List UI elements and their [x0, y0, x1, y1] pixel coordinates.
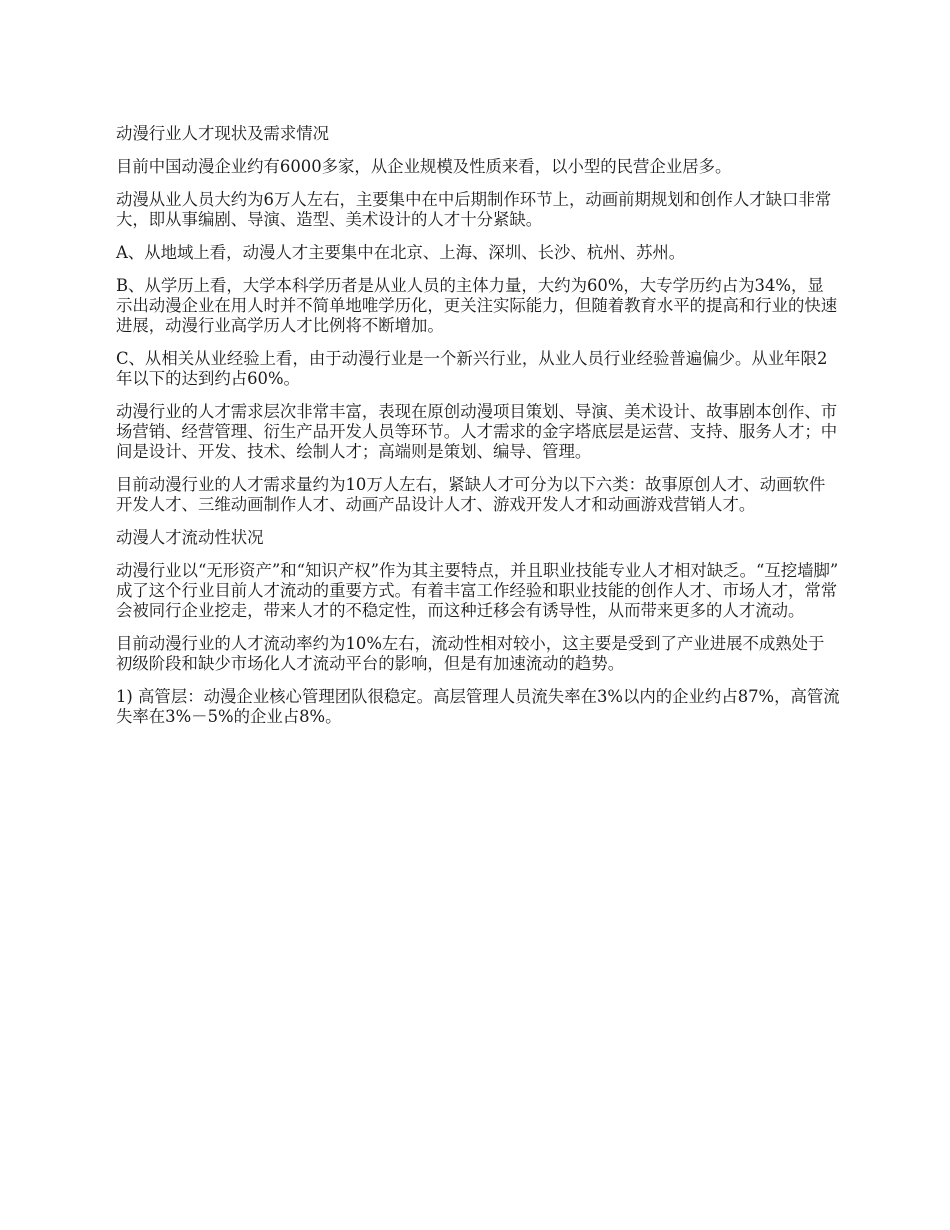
paragraph: 目前动漫行业的人才流动率约为10%左右，流动性相对较小，这主要是受到了产业进展不成熟处于初级阶段和缺少市场化人才流动平台的影响，但是有加速流动的趋势。 [116, 634, 825, 673]
paragraph: 动漫行业的人才需求层次非常丰富，表现在原创动漫项目策划、导演、美术设计、故事剧本创作、市场营销、经营管理、衍生产品开发人员等环节。人才需求的金字塔底层是运营、支持、服务人才；中间是设计、开发、技术、绘制人才；高端则是策划、编导、管理。 [116, 402, 838, 461]
paragraph: 动漫从业人员大约为6万人左右，主要集中在中后期制作环节上，动画前期规划和创作人才缺口非常大，即从事编剧、导演、造型、美术设计的人才十分紧缺。 [116, 190, 832, 229]
paragraph: C、从相关从业经验上看，由于动漫行业是一个新兴行业，从业人员行业经验普遍偏少。从业年限2年以下的达到约占60%。 [116, 349, 828, 388]
paragraph: 目前动漫行业的人才需求量约为10万人左右，紧缺人才可分为以下六类：故事原创人才、动画软件开发人才、三维动画制作人才、动画产品设计人才、游戏开发人才和动画游戏营销人才。 [116, 475, 826, 514]
paragraph: 动漫行业以“无形资产”和“知识产权”作为其主要特点，并且职业技能专业人才相对缺乏。“互挖墙脚”成了这个行业目前人才流动的重要方式。有着丰富工作经验和职业技能的创作人才、市场人才，常常会被同行企业挖走，带来人才的不稳定性，而这种迁移会有诱导性，从而带来更多的人才流动。 [116, 561, 839, 620]
paragraph: A、从地域上看，动漫人才主要集中在北京、上海、深圳、长沙、杭州、苏州。 [116, 243, 686, 262]
paragraph: B、从学历上看，大学本科学历者是从业人员的主体力量，大约为60%，大专学历约占为34%，显示出动漫企业在用人时并不简单地唯学历化，更关注实际能力，但随着教育水平的提高和行业的快速进展，动漫行业高学历人才比例将不断增加。 [116, 276, 838, 335]
document-body [116, 124, 840, 740]
section-heading: 动漫人才流动性状况 [116, 528, 264, 547]
section-heading: 动漫行业人才现状及需求情况 [116, 124, 330, 143]
paragraph: 目前中国动漫企业约有6000多家，从企业规模及性质来看，以小型的民营企业居多。 [116, 157, 732, 176]
paragraph: 1) 高管层：动漫企业核心管理团队很稳定。高层管理人员流失率在3%以内的企业约占87%，高管流失率在3%－5%的企业占8%。 [116, 687, 840, 726]
